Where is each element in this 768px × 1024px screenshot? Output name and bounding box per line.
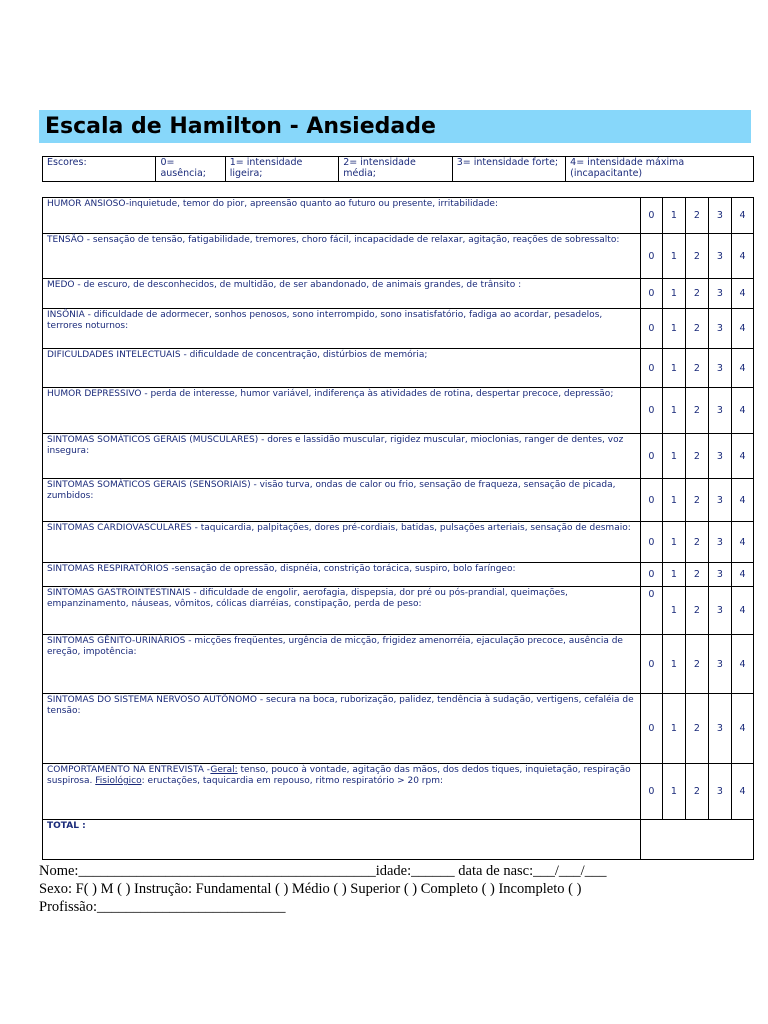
- score-option-0[interactable]: 0: [640, 349, 662, 388]
- score-option-3[interactable]: 3: [708, 522, 731, 563]
- score-option-2[interactable]: 2: [685, 694, 708, 764]
- item-description: [43, 635, 641, 694]
- total-row: [43, 820, 754, 860]
- score-option-0[interactable]: 0: [640, 694, 662, 764]
- score-option-1[interactable]: 1: [662, 764, 685, 820]
- item-name: SINTOMAS GASTROINTESTINAIS: [47, 588, 191, 598]
- item-text: - secura na boca, ruborização, palidez, tendência à sudação, vertigens, cefaléia de tensão:: [47, 695, 634, 716]
- score-option-1[interactable]: 1: [662, 198, 685, 234]
- item-name: DIFICULDADES INTELECTUAIS: [47, 350, 181, 360]
- item-text: - dificuldade de adormecer, sonhos penosos, sono interrompido, sono insatisfatório, fadiga ao acordar, pesadelos, terrores noturnos:: [47, 310, 603, 331]
- item-subheading: Fisiológico: [95, 776, 142, 786]
- item-text: - micções freqüentes, urgência de micção, frigidez amenorréia, ejaculação precoce, ausência de ereção, impotência:: [47, 636, 623, 657]
- item-text: - dores e lassidão muscular, rigidez muscular, mioclonias, ranger de dentes, voz insegura:: [47, 435, 624, 456]
- score-option-3[interactable]: 3: [708, 479, 731, 522]
- score-option-1[interactable]: 1: [662, 635, 685, 694]
- score-option-3[interactable]: 3: [708, 764, 731, 820]
- item-row: [43, 635, 754, 694]
- sex-education-line[interactable]: Sexo: F( ) M ( ) Instrução: Fundamental ( ) Médio ( ) Superior ( ) Completo ( ) Incompleto ( ): [39, 881, 582, 897]
- item-row: [43, 279, 754, 309]
- score-3-legend: 3= intensidade forte;: [452, 157, 565, 182]
- score-option-4[interactable]: 4: [731, 309, 753, 349]
- score-option-2[interactable]: 2: [685, 234, 708, 279]
- scores-label: Escores:: [43, 157, 156, 182]
- score-option-2[interactable]: 2: [685, 635, 708, 694]
- score-option-4[interactable]: 4: [731, 522, 753, 563]
- item-text: -inquietude, temor do pior, apreensão quanto ao futuro ou presente, irritabilidade:: [125, 199, 498, 209]
- item-name: HUMOR DEPRESSIVO: [47, 389, 142, 399]
- score-option-0[interactable]: 0: [640, 309, 662, 349]
- score-option-2[interactable]: 2: [685, 388, 708, 434]
- item-row: [43, 434, 754, 479]
- score-option-3[interactable]: 3: [708, 309, 731, 349]
- item-name: TENSÃO: [47, 235, 84, 245]
- score-option-3[interactable]: 3: [708, 635, 731, 694]
- total-value-field[interactable]: [640, 820, 753, 860]
- score-option-2[interactable]: 2: [685, 434, 708, 479]
- item-description: [43, 587, 641, 635]
- item-row: [43, 388, 754, 434]
- item-text: - de escuro, de desconhecidos, de multidão, de ser abandonado, de animais grandes, de trânsito :: [74, 280, 522, 290]
- score-option-2[interactable]: 2: [685, 522, 708, 563]
- score-2-legend: 2= intensidade média;: [339, 157, 452, 182]
- item-text: : eructações, taquicardia em repouso, ritmo respiratório > 20 rpm:: [141, 776, 444, 786]
- item-row: [43, 234, 754, 279]
- item-text: tenso, pouco à vontade, agitação das mãos, dos dedos tiques, inquietação, respiração suspirosa.: [47, 765, 631, 786]
- item-description: [43, 388, 641, 434]
- score-option-3[interactable]: 3: [708, 198, 731, 234]
- score-option-4[interactable]: 4: [731, 587, 753, 635]
- score-option-4[interactable]: 4: [731, 234, 753, 279]
- score-option-0[interactable]: 0: [640, 279, 662, 309]
- score-option-0[interactable]: 0: [640, 434, 662, 479]
- score-1-legend: 1= intensidade ligeira;: [225, 157, 338, 182]
- score-option-3[interactable]: 3: [708, 587, 731, 635]
- score-option-3[interactable]: 3: [708, 234, 731, 279]
- item-row: [43, 694, 754, 764]
- page-title: Escala de Hamilton - Ansiedade: [45, 114, 436, 139]
- score-option-3[interactable]: 3: [708, 694, 731, 764]
- score-option-2[interactable]: 2: [685, 198, 708, 234]
- item-text: - taquicardia, palpitações, dores pré-cordiais, batidas, pulsações arteriais, sensação de desmaio:: [191, 523, 631, 533]
- score-option-0[interactable]: 0: [640, 479, 662, 522]
- score-option-4[interactable]: 4: [731, 279, 753, 309]
- item-subheading: Geral:: [210, 765, 238, 775]
- item-text: - dificuldade de concentração, distúrbios de memória;: [180, 350, 428, 360]
- item-text: - perda de interesse, humor variável, indiferença às atividades de rotina, despertar precoce, depressão;: [141, 389, 614, 399]
- score-option-0[interactable]: 0: [640, 764, 662, 820]
- item-text: -sensação de opressão, dispnéia, constrição torácica, suspiro, bolo faríngeo:: [168, 564, 516, 574]
- item-text: - dificuldade de engolir, aerofagia, dispepsia, dor pré ou pós-prandial, queimações, empanzinamento, náuseas, vômitos, cólicas diarréias, constipação, perda de peso:: [47, 588, 568, 609]
- item-name: SINTOMAS SOMÁTICOS GERAIS (MUSCULARES): [47, 435, 259, 445]
- score-option-3[interactable]: 3: [708, 434, 731, 479]
- score-option-4[interactable]: 4: [731, 434, 753, 479]
- item-name: HUMOR ANSIOSO: [47, 199, 126, 209]
- score-option-1[interactable]: 1: [662, 694, 685, 764]
- score-option-2[interactable]: 2: [685, 479, 708, 522]
- item-description: [43, 434, 641, 479]
- score-option-4[interactable]: 4: [731, 479, 753, 522]
- score-option-1[interactable]: 1: [662, 279, 685, 309]
- score-option-1[interactable]: 1: [662, 522, 685, 563]
- item-text: -: [203, 765, 211, 775]
- title-bar: [39, 110, 751, 143]
- score-option-2[interactable]: 2: [685, 764, 708, 820]
- score-option-0[interactable]: 0: [640, 587, 662, 635]
- item-text: - visão turva, ondas de calor ou frio, sensação de fraqueza, sensação de picada, zumbidos:: [47, 480, 616, 501]
- item-name: SINTOMAS GÊNITO-URINÁRIOS: [47, 636, 186, 646]
- score-option-3[interactable]: 3: [708, 349, 731, 388]
- item-description: [43, 479, 641, 522]
- item-row: [43, 563, 754, 587]
- score-option-1[interactable]: 1: [662, 234, 685, 279]
- item-description: [43, 198, 641, 234]
- item-row: [43, 198, 754, 234]
- score-option-2[interactable]: 2: [685, 349, 708, 388]
- item-description: [43, 349, 641, 388]
- score-option-3[interactable]: 3: [708, 279, 731, 309]
- score-option-0[interactable]: 0: [640, 522, 662, 563]
- score-option-2[interactable]: 2: [685, 309, 708, 349]
- score-option-2[interactable]: 2: [685, 563, 708, 587]
- item-name: SINTOMAS DO SISTEMA NERVOSO AUTÔNOMO: [47, 695, 258, 705]
- score-option-4[interactable]: 4: [731, 388, 753, 434]
- item-name: COMPORTAMENTO NA ENTREVISTA: [47, 765, 204, 775]
- score-option-4[interactable]: 4: [731, 349, 753, 388]
- item-name: SINTOMAS RESPIRATÓRIOS: [47, 564, 169, 574]
- score-option-0[interactable]: 0: [640, 198, 662, 234]
- score-option-1[interactable]: 1: [662, 309, 685, 349]
- score-4-legend: 4= intensidade máxima (incapacitante): [566, 157, 754, 182]
- item-row: [43, 309, 754, 349]
- score-option-1[interactable]: 1: [662, 587, 685, 635]
- item-name: SINTOMAS CARDIOVASCULARES: [47, 523, 192, 533]
- score-option-1[interactable]: 1: [662, 388, 685, 434]
- score-option-1[interactable]: 1: [662, 349, 685, 388]
- item-row: [43, 349, 754, 388]
- score-option-1[interactable]: 1: [662, 563, 685, 587]
- item-row: [43, 479, 754, 522]
- item-description: [43, 309, 641, 349]
- score-option-1[interactable]: 1: [662, 479, 685, 522]
- score-option-4[interactable]: 4: [731, 694, 753, 764]
- total-label: TOTAL :: [47, 821, 86, 831]
- item-description: [43, 694, 641, 764]
- score-option-4[interactable]: 4: [731, 563, 753, 587]
- score-option-2[interactable]: 2: [685, 587, 708, 635]
- scores-legend-table: [42, 156, 754, 182]
- score-option-3[interactable]: 3: [708, 563, 731, 587]
- item-description: [43, 234, 641, 279]
- score-option-0[interactable]: 0: [640, 635, 662, 694]
- name-line[interactable]: Nome:_________________________________________idade:______ data de nasc:___/___/___: [39, 863, 607, 879]
- score-option-1[interactable]: 1: [662, 434, 685, 479]
- item-description: [43, 563, 641, 587]
- item-description: [43, 522, 641, 563]
- score-option-0[interactable]: 0: [640, 563, 662, 587]
- item-row: [43, 587, 754, 635]
- score-0-legend: 0= ausência;: [156, 157, 225, 182]
- item-row: [43, 764, 754, 820]
- item-description: [43, 764, 641, 820]
- item-name: SINTOMAS SOMÁTICOS GERAIS (SENSORIAIS): [47, 480, 251, 490]
- score-option-0[interactable]: 0: [640, 234, 662, 279]
- total-cell: [43, 820, 641, 860]
- item-description: [43, 279, 641, 309]
- score-option-4[interactable]: 4: [731, 764, 753, 820]
- score-option-4[interactable]: 4: [731, 635, 753, 694]
- score-option-2[interactable]: 2: [685, 279, 708, 309]
- item-text: - sensação de tensão, fatigabilidade, tremores, choro fácil, incapacidade de relaxar, agitação, reações de sobressalto:: [83, 235, 620, 245]
- items-table: [42, 197, 754, 860]
- item-row: [43, 522, 754, 563]
- score-option-0[interactable]: 0: [640, 388, 662, 434]
- score-option-4[interactable]: 4: [731, 198, 753, 234]
- item-name: MEDO: [47, 280, 75, 290]
- item-name: INSÔNIA: [47, 310, 85, 320]
- score-option-3[interactable]: 3: [708, 388, 731, 434]
- profession-line[interactable]: Profissão:__________________________: [39, 899, 286, 915]
